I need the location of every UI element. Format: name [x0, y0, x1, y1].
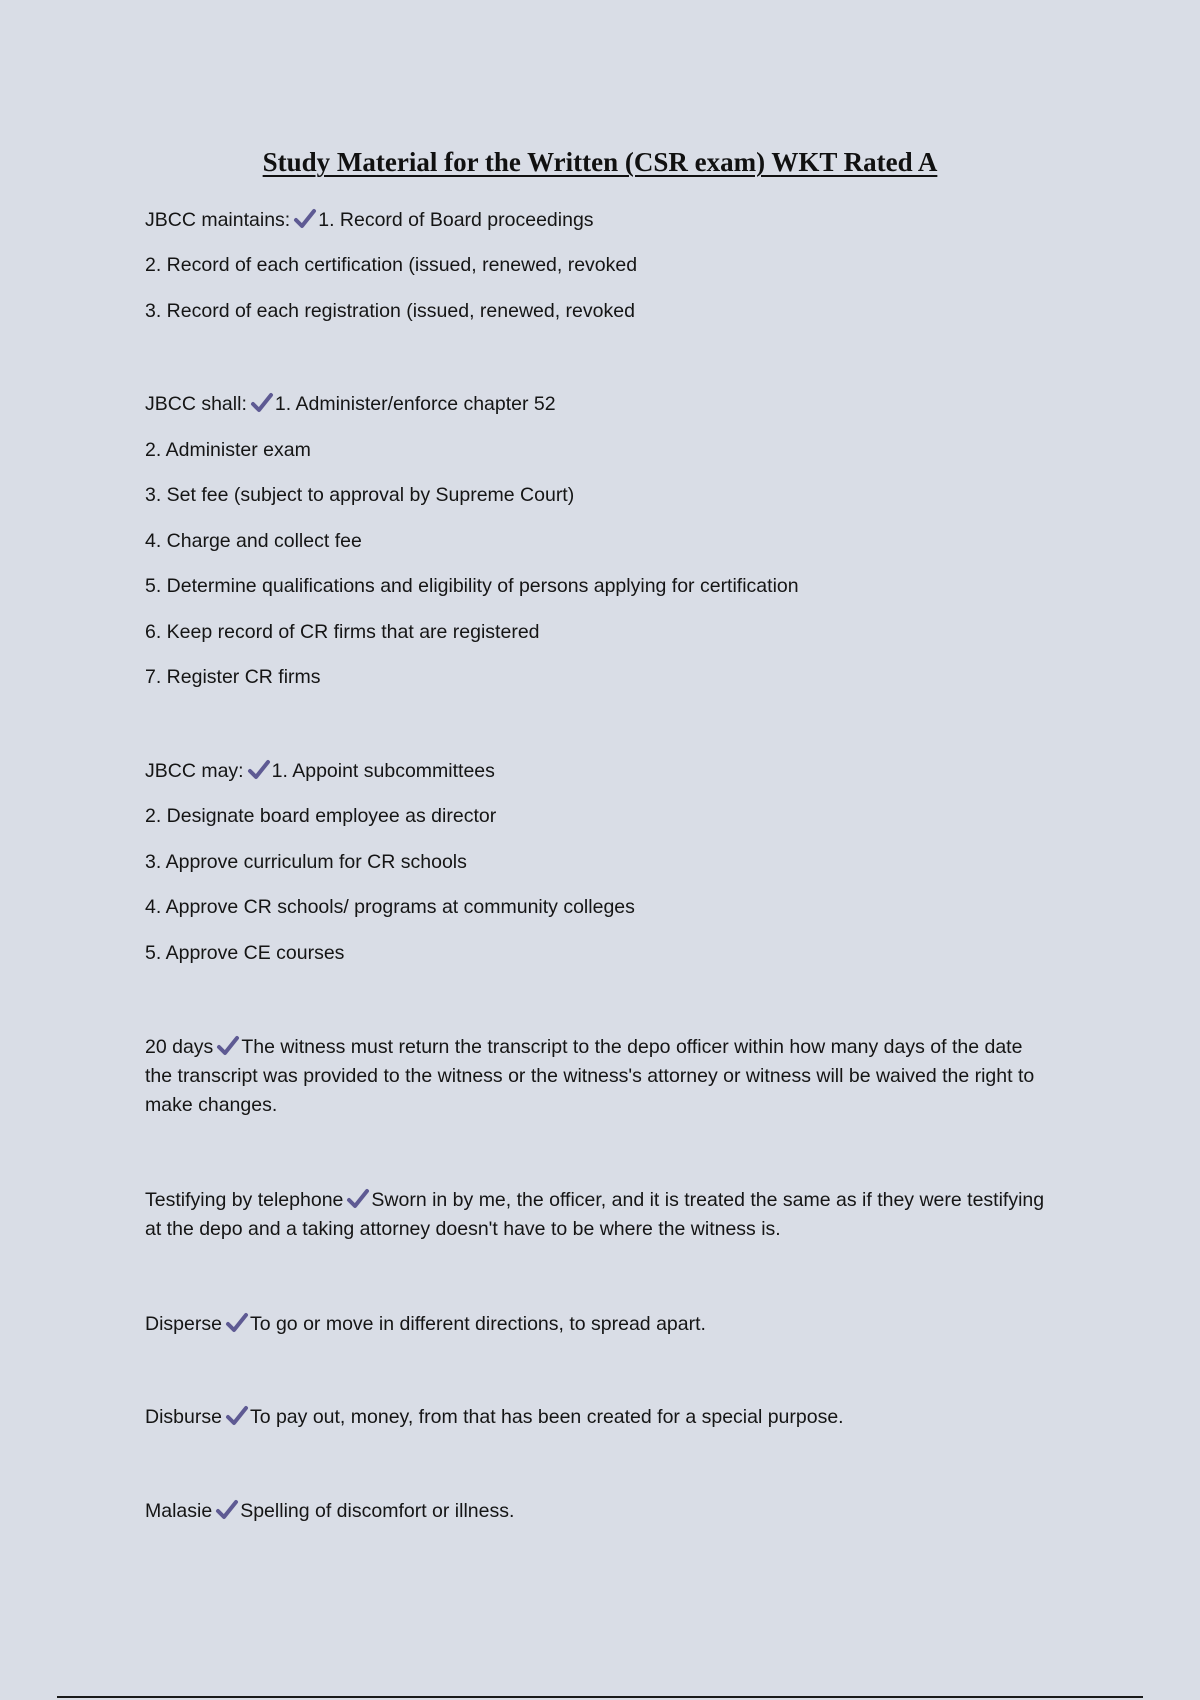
shall-item: 3. Set fee (subject to approval by Supreme Court): [145, 484, 575, 506]
shall-item: 2. Administer exam: [145, 439, 311, 461]
checkmark-icon: [225, 1405, 249, 1427]
checkmark-icon: [216, 1035, 240, 1057]
days-term: 20 days: [145, 1036, 214, 1058]
may-item: 3. Approve curriculum for CR schools: [145, 851, 467, 873]
shall-term: JBCC shall:: [145, 393, 247, 415]
maintains-term: JBCC maintains:: [145, 209, 291, 231]
days-answer: The witness must return the transcript to the depo officer within how many days of the date the transcript was provided to the witness or the witness's attorney or witness will be waived the right to make changes.: [145, 1036, 1035, 1116]
checkmark-icon: [346, 1188, 370, 1210]
disperse-question: [145, 1310, 706, 1339]
disperse-answer: To go or move in different directions, to spread apart.: [249, 1313, 706, 1335]
shall-item: 6. Keep record of CR firms that are registered: [145, 621, 540, 643]
maintains-item: 3. Record of each registration (issued, renewed, revoked: [145, 300, 635, 322]
may-answer-first: 1. Appoint subcommittees: [271, 760, 495, 782]
checkmark-icon: [215, 1499, 239, 1521]
malasie-answer: Spelling of discomfort or illness.: [240, 1500, 515, 1522]
checkmark-icon: [225, 1312, 249, 1334]
disperse-term: Disperse: [145, 1313, 222, 1335]
telephone-term: Testifying by telephone: [145, 1189, 344, 1211]
page-title: Study Material for the Written (CSR exam) WKT Rated A: [262, 147, 938, 177]
telephone-question: [145, 1186, 1045, 1244]
disburse-answer: To pay out, money, from that has been created for a special purpose.: [249, 1406, 844, 1428]
shall-item: 4. Charge and collect fee: [145, 530, 362, 552]
maintains-question: [145, 206, 594, 235]
may-item: 4. Approve CR schools/ programs at community colleges: [145, 896, 635, 918]
shall-question: [145, 390, 556, 419]
malasie-question: [145, 1497, 514, 1526]
days-question: [145, 1033, 1045, 1120]
checkmark-icon: [250, 392, 274, 414]
shall-item: 7. Register CR firms: [145, 666, 321, 688]
disburse-term: Disburse: [145, 1406, 222, 1428]
checkmark-icon: [293, 208, 317, 230]
may-item: 2. Designate board employee as director: [145, 805, 497, 827]
maintains-item: 2. Record of each certification (issued, renewed, revoked: [145, 254, 638, 276]
may-question: [145, 757, 495, 786]
shall-item: 5. Determine qualifications and eligibility of persons applying for certification: [145, 575, 799, 597]
malasie-term: Malasie: [145, 1500, 213, 1522]
shall-answer-first: 1. Administer/enforce chapter 52: [274, 393, 556, 415]
may-term: JBCC may:: [145, 760, 244, 782]
telephone-answer: Sworn in by me, the officer, and it is treated the same as if they were testifying at the depo and a taking attorney doesn't have to be where the witness is.: [145, 1189, 1045, 1240]
checkmark-icon: [247, 759, 271, 781]
may-item: 5. Approve CE courses: [145, 942, 345, 964]
footer-divider: [57, 1696, 1143, 1698]
disburse-question: [145, 1403, 844, 1432]
maintains-answer-first: 1. Record of Board proceedings: [318, 209, 594, 231]
